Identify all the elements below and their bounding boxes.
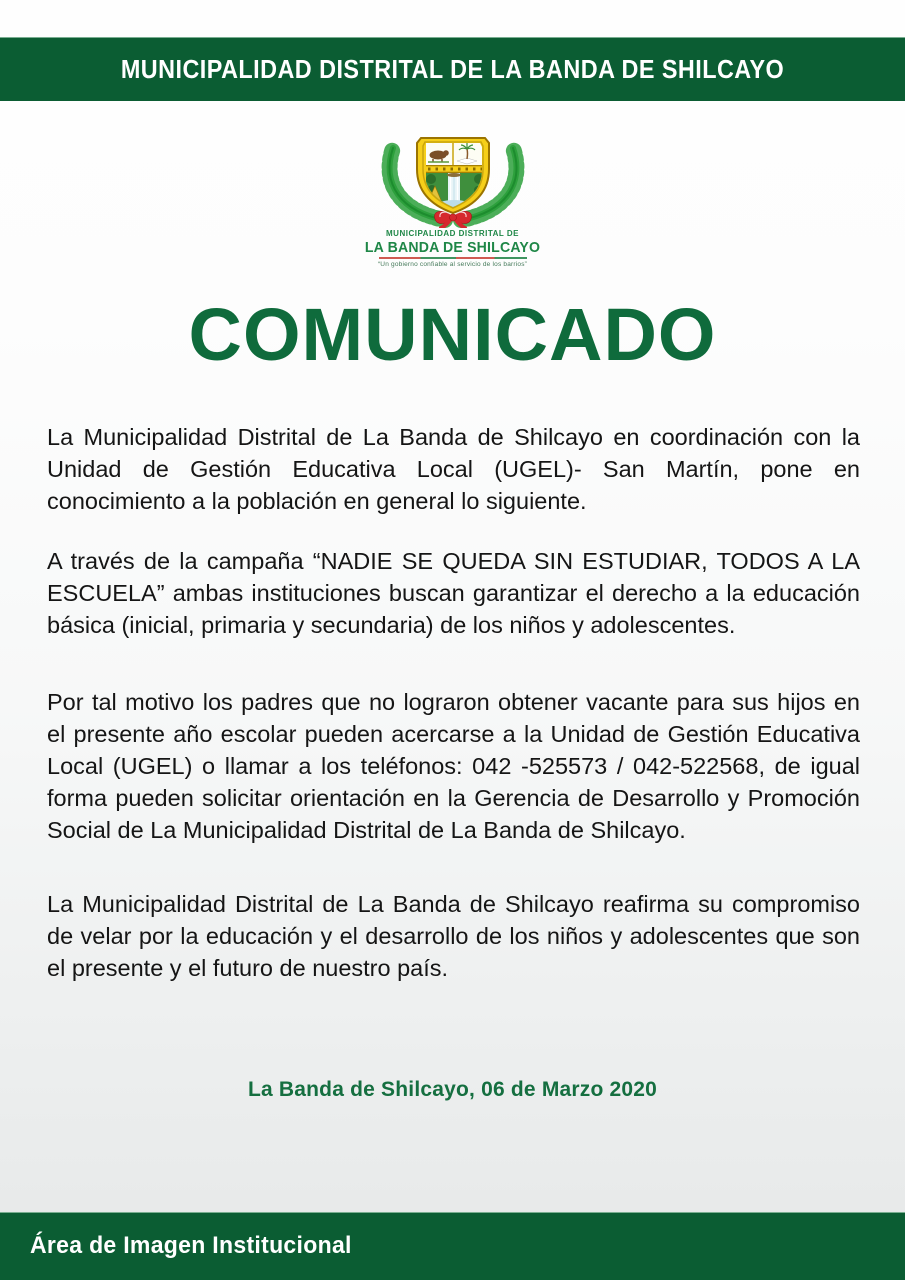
paragraph-campaign: A través de la campaña “NADIE SE QUEDA SIN ESTUDIAR, TODOS A LA ESCUELA” ambas instituciones buscan garantizar el derecho a la educación básica (inicial, primaria y secundaria) de los niños y adolescentes. bbox=[47, 548, 860, 638]
footer-label: Área de Imagen Institucional bbox=[30, 1232, 352, 1259]
header-title: MUNICIPALIDAD DISTRITAL DE LA BANDA DE SHILCAYO bbox=[120, 53, 785, 84]
logo-underline bbox=[379, 257, 527, 259]
paragraph-commitment: La Municipalidad Distrital de La Banda de Shilcayo reafirma su compromiso de velar por la educación y el desarrollo de los niños y adolescentes que son el presente y el futuro de nuestro país. bbox=[47, 891, 860, 981]
paragraph-intro: La Municipalidad Distrital de La Banda de Shilcayo en coordinación con la Unidad de Gestión Educativa Local (UGEL)- San Martín, pone en conocimiento a la población en general lo siguiente. bbox=[47, 424, 860, 514]
logo-org-line1: MUNICIPALIDAD DISTRITAL DE bbox=[386, 229, 519, 238]
logo-org-line2: LA BANDA DE SHILCAYO bbox=[364, 239, 541, 256]
document-title: COMUNICADO bbox=[188, 293, 717, 376]
footer-banner bbox=[0, 1212, 905, 1280]
paragraph-contact: Por tal motivo los padres que no lograron obtener vacante para sus hijos en el presente año escolar pueden acercarse a la Unidad de Gestión Educativa Local (UGEL) o llamar a los teléfonos: 042 -525573 / 042-522568, de igual forma pueden solicitar orientación en la Gerencia de Desarrollo y Promoción Social de La Municipalidad Distrital de La Banda de Shilcayo. bbox=[47, 689, 860, 843]
coat-of-arms-icon bbox=[353, 134, 553, 228]
dateline: La Banda de Shilcayo, 06 de Marzo 2020 bbox=[247, 1078, 658, 1101]
header-banner bbox=[0, 37, 905, 101]
municipal-logo bbox=[0, 134, 905, 269]
logo-slogan: “Un gobierno confiable al servicio de los barrios” bbox=[377, 261, 528, 268]
